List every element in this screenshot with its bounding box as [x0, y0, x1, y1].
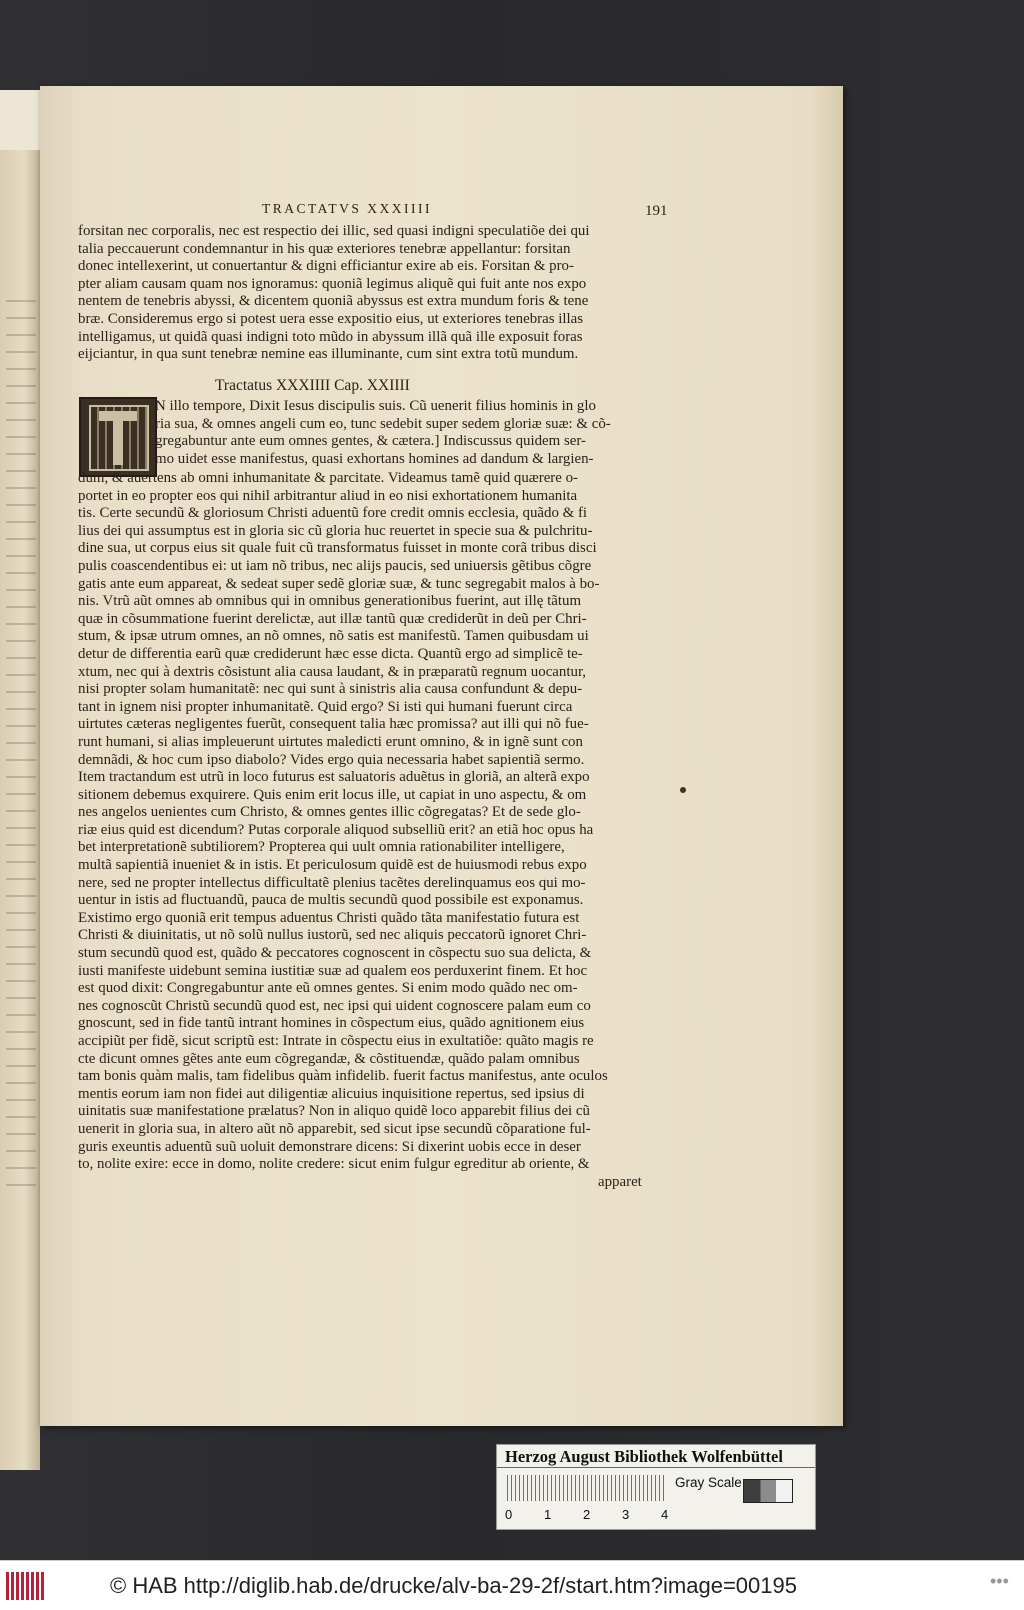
text-line: dine sua, ut corpus eius sit quale fuit cũ transformatus fuisset in monte corã tribus disci — [78, 540, 597, 557]
text-block-body — [78, 470, 642, 1191]
text-line: cte dicunt omnes gẽtes ante eum cõgregandæ, & cõstituendæ, quãdo palam omnibus — [78, 1050, 580, 1067]
text-line: bræ. Consideremus ergo si potest uera esse expositio eius, ut exteriores tenebras illas — [78, 310, 584, 327]
text-line: gnoscunt, sed in fide tantũ intrant homines in cõspectum eius, quãdo agnitionem eius — [78, 1015, 585, 1032]
text-line: quæ in cõsummatione fuerint derelictæ, aut illæ tantũ quæ crediderũt in deũ per Chri- — [78, 610, 587, 627]
text-block-top — [78, 223, 590, 364]
text-line: mo uidet esse manifestus, quasi exhortans homines ad dandum & largien- — [155, 450, 594, 467]
text-line: iusti manifeste uidebunt semina iustitiæ suæ ad qualem eos perduxerint finem. Et hoc — [78, 962, 588, 979]
ruler-number: 4 — [661, 1507, 669, 1522]
text-line: pulis coascendentibus ei: ut iam nõ tribus, nec alijs paucis, sed uniuersis gẽtibus cõgre — [78, 557, 592, 574]
text-line: est quod dixit: Congregabuntur ante eũ omnes gentes. Si enim modo quãdo nec om- — [78, 980, 578, 997]
text-line: uinitatis suæ manifestatione prælatus? Non in aliquo quidẽ loco apparebit filius dei cũ — [78, 1103, 590, 1120]
text-line: bet interpretationẽ subtiliorem? Propterea qui uult omnia rationabiliter intelligere, — [78, 839, 565, 856]
text-line: Item tractandum est utrũ in loco futurus est saluatoris aduẽtus in gloriã, an alterã expo — [78, 769, 590, 786]
text-line: nis. Vtrũ aũt omnes ab omnibus qui in omnibus generationibus fuerint, aut illę tãtum — [78, 593, 582, 610]
text-line: tam bonis quàm malis, tam fidelibus quàm infidelib. fuerit factus manifestus, ante oculos — [78, 1068, 608, 1085]
text-line: pter aliam causam quam nos ignoramus: quoniã legimus aliquẽ qui fuit ante nos expo — [78, 275, 587, 292]
text-line: guris exeuntis aduentũ suũ uoluit demonstrare dicens: Si dixerint uobis ecce in deser — [78, 1138, 581, 1155]
text-line: tant in ignem nisi propter inhumanitatẽ. Quid ergo? Si isti qui humani fuerunt circa — [78, 698, 573, 715]
text-line: lius dei qui assumptus est in gloria sic cũ gloria huc reuertet in specie sua & pulchritu- — [78, 522, 593, 539]
text-line: donec intellexerint, ut conuertantur & digni efficiantur exire ab eis. Forsitan & pro- — [78, 258, 574, 275]
decorated-initial-i — [79, 397, 157, 477]
text-line: portet in eo propter eos qui nihil arbitrantur aliud in eo nisi exhortationem humanita — [78, 487, 578, 504]
footer-copyright-url[interactable]: © HAB http://diglib.hab.de/drucke/alv-ba-29-2f/start.htm?image=00195 — [110, 1573, 797, 1598]
chapter-heading: Tractatus XXXIIII Cap. XXIIII — [215, 377, 410, 394]
text-line: N illo tempore, Dixit Iesus discipulis suis. Cũ uenerit filius hominis in glo — [155, 398, 596, 414]
text-line: Christi & diuinitatis, ut nõ solũ nullus iustorũ, sed nec aliquis peccatorũ ignoret Chri- — [78, 927, 587, 944]
more-icon[interactable]: ••• — [990, 1571, 1009, 1591]
text-line: nisi propter solam humanitatẽ: nec qui sunt à sinistris alia causa confundunt & depu- — [78, 681, 583, 698]
text-line: riæ eius quid est dicendum? Putas corporale aliquod subselliũ erit? an etiã hoc opus ha — [78, 821, 594, 838]
text-line: detur de differentia earũ quæ crediderunt hæc esse dicta. Quantũ ergo ad simplicẽ te- — [78, 645, 583, 662]
ruler-scale — [507, 1475, 667, 1501]
text-block-initial — [155, 398, 611, 468]
text-line: runt humani, si alias impleuerunt uirtutes maledicti erunt omnino, & in ignẽ sunt con — [78, 733, 583, 750]
previous-page-edge — [0, 90, 40, 1470]
text-line: gregabuntur ante eum omnes gentes, & cætera.] Indiscussus quidem ser- — [155, 433, 586, 450]
previous-page-text-fragments — [6, 300, 36, 1200]
ruler-number: 1 — [544, 1507, 552, 1522]
catchword: apparet — [598, 1173, 642, 1190]
text-line: xtum, nec qui à dextris cõsistunt alia causa laudant, & in præparatũ regnum uocantur, — [78, 663, 587, 680]
ruler-number: 0 — [505, 1507, 513, 1522]
text-line: uenerit in gloria sua, in altero aũt nõ apparebit, sed sicut ipse secundũ cõparatione ful- — [78, 1120, 591, 1137]
page-fold — [0, 90, 40, 150]
text-line: accipiũt per fidẽ, sicut scriptũ est: Intrate in cõspectu eius in exultatiõe: quãto magis re — [78, 1033, 594, 1049]
gray-scale-card — [496, 1444, 816, 1530]
text-line: nentem de tenebris abyssi, & dicentem quoniã abyssus est extra mundum foris & tene — [78, 293, 589, 310]
text-line: Existimo ergo quoniã erit tempus aduentus Christi quãdo tãta manifestatio futura est — [78, 909, 580, 926]
text-line: uirtutes cæteras negligentes fuerũt, consequent talia hæc promissa? aut illi qui nõ fue- — [78, 716, 589, 733]
running-head: TRACTATVS XXXIIII — [262, 201, 433, 216]
card-divider — [497, 1467, 815, 1468]
hab-logo-icon — [6, 1572, 44, 1600]
margin-mark — [680, 787, 686, 793]
text-line: dum, & auertens ab omni inhumanitate & parcitate. Videamus tamẽ quid quærere o- — [78, 470, 579, 486]
text-line: tis. Certe secundũ & gloriosum Christi aduentũ fore credit omnis ecclesia, quãdo & fi — [78, 505, 588, 522]
text-line: nes angelos uenientes cum Christo, & omnes gentes illic cõgregatas? Et de sede glo- — [78, 804, 581, 821]
text-line: nere, sed ne propter intellectus difficultatẽ plenius tacẽtes derelinquamus eos qui mo- — [78, 874, 586, 891]
ruler-number: 3 — [622, 1507, 630, 1522]
text-line: sitionem debemus exquirere. Quis enim erit locus ille, ut capiat in uno aspectu, & om — [78, 786, 587, 803]
folio-number: 191 — [645, 203, 668, 219]
text-line: eijciantur, in qua sunt tenebræ nemine eas illuminante, cum sint extra totũ mundum. — [78, 346, 579, 363]
text-line: ria sua, & omnes angeli cum eo, tunc sedebit super sedem gloriæ suæ: & cõ- — [155, 415, 611, 432]
text-line: forsitan nec corporalis, nec est respectio dei illic, sed quasi indigni speculatiõe dei qui — [78, 223, 590, 239]
library-name: Herzog August Bibliothek Wolfenbüttel — [505, 1447, 783, 1466]
text-line: talia peccauerunt condemnantur in his quæ exteriores tenebræ appellantur: forsitan — [78, 240, 571, 257]
text-line: to, nolite exire: ecce in domo, nolite credere: sicut enim fulgur egreditur ab oriente, & — [78, 1156, 590, 1173]
gray-scale-swatches — [743, 1479, 793, 1503]
text-line: demnãdi, & hoc cum ipso diabolo? Vides ergo quia necessaria habet sapientiã sermo. — [78, 751, 585, 768]
ruler-number: 2 — [583, 1507, 591, 1522]
text-line: mentis eorum iam non fidei aut diligentiæ alicuius inquisitione repertus, sed ipsius di — [78, 1085, 585, 1102]
text-line: stum secundũ quod est, quãdo & peccatores cognoscent in cõspectu suo sua delicta, & — [78, 945, 592, 962]
text-line: stum, & ipsæ utrum omnes, an nõ omnes, nõ satis est manifestũ. Tamen quibusdam ui — [78, 628, 589, 645]
text-line: multã sapientiã inueniet & in istis. Et periculosum quidẽ est de huiusmodi rebus expo — [78, 857, 587, 874]
footer-bar — [0, 1560, 1024, 1610]
text-line: nes cognoscũt Christũ secundũ quod est, nec ipsi qui uident cognoscere palam eum co — [78, 997, 591, 1014]
text-line: uentur in istis ad fluctuandũ, pauca de multis secundũ quod possibile est exponamus. — [78, 892, 584, 909]
text-line: intelligamus, ut quidã quasi indigni toto mũdo in abyssum illã quã ille exposuit foras — [78, 328, 583, 345]
gray-scale-label: Gray Scale — [675, 1475, 742, 1490]
text-line: gatis ante eum appareat, & sedeat super sedẽ gloriæ suæ, & tunc segregabit malos à bo- — [78, 575, 600, 592]
